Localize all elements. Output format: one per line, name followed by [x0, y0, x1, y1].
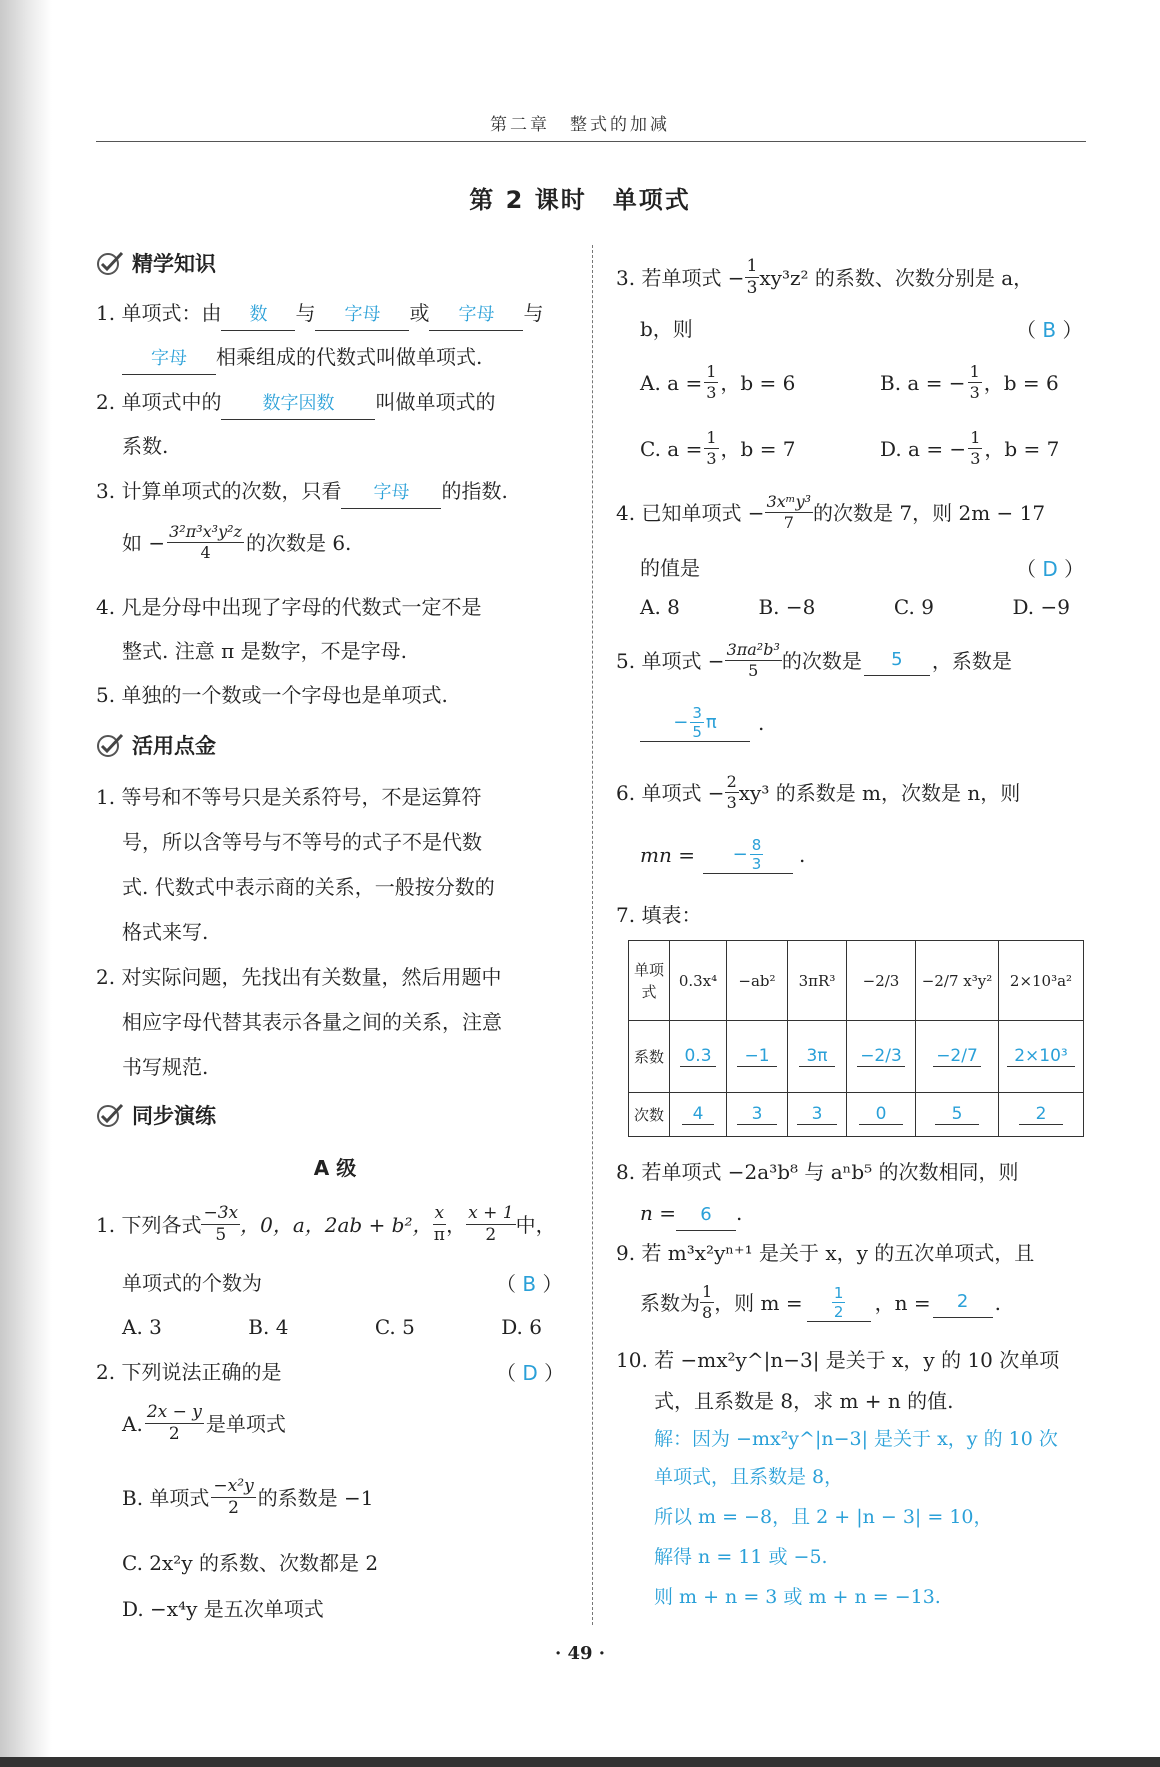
question-3-answer: （ B ） — [1016, 318, 1083, 342]
knowledge-item-2: 2. 单项式中的 数字因数 叫做单项式的 — [96, 387, 495, 420]
table-cell: 0.3 — [670, 1021, 727, 1093]
section-knowledge — [96, 248, 216, 278]
question-6-line-2: mn = − $\frac{8}{3}$ . — [640, 836, 806, 873]
question-2-option-c: C. 2x²y 的系数、次数都是 2 — [122, 1551, 379, 1575]
grade-label: A 级 — [313, 1156, 357, 1180]
knowledge-item-4: 4. 凡是分母中出现了字母的代数式一定不是 — [96, 595, 482, 619]
solution-line: 单项式，且系数是 8， — [654, 1466, 844, 1488]
table-cell: 3πR³ — [788, 941, 847, 1021]
question-5-line-2: − $\frac{3}{5}$ π . — [640, 704, 764, 742]
row-label: 单项 式 — [629, 941, 670, 1021]
knowledge-item-3: 3. 计算单项式的次数，只看 字母 的指数. — [96, 476, 508, 509]
knowledge-item-5: 5. 单独的一个数或一个字母也是单项式. — [96, 683, 448, 707]
question-1-line-2: 单项式的个数为 — [122, 1271, 262, 1295]
answer-blank: 6 — [676, 1200, 736, 1231]
solution-line: 则 m + n = 3 或 m + n = −13. — [654, 1586, 941, 1608]
table-cell: 5 — [916, 1093, 999, 1137]
answer-blank: − $\frac{3}{5}$ π — [640, 704, 750, 742]
question-6: 6. 单项式 − $\frac{2}{3}$ xy³ 的系数是 m，次数是 n，则 — [616, 772, 1021, 812]
table-cell: −ab² — [727, 941, 788, 1021]
section-practice-label: 同步演练 — [132, 1104, 216, 1128]
question-7: 7. 填表： — [616, 903, 702, 927]
row-label: 次数 — [629, 1093, 670, 1137]
question-3: 3. 若单项式 − $\frac{1}{3}$ xy³z² 的系数、次数分别是 a， — [616, 256, 1034, 298]
table-row-coefficient — [629, 1021, 1084, 1093]
solution-line: 解：因为 −mx²y^|n−3| 是关于 x，y 的 10 次 — [654, 1428, 1058, 1450]
section-practice — [96, 1100, 216, 1130]
answer-blank: 字母 — [315, 300, 409, 331]
question-3-option-d: D. a = − $\frac{1}{3}$ ，b = 7 — [880, 428, 1060, 468]
question-8: 8. 若单项式 −2a³b⁸ 与 aⁿb⁵ 的次数相同，则 — [616, 1160, 1019, 1184]
tip-1-line-4: 格式来写. — [122, 920, 209, 944]
table-cell: 3π — [788, 1021, 847, 1093]
question-2-option-a: A. 2x − y 2 是单项式 — [122, 1402, 286, 1444]
table-cell: 2 — [999, 1093, 1084, 1137]
tip-1-line-3: 式. 代数式中表示商的关系，一般按分数的 — [122, 875, 495, 899]
question-10: 10. 若 −mx²y^|n−3| 是关于 x，y 的 10 次单项 — [616, 1348, 1060, 1372]
question-4-line-2: 的值是 — [640, 556, 700, 580]
fill-in-table — [628, 940, 1084, 1137]
knowledge-item-3-example: 如 − $\frac{\text{3²π³x³y²z}}{4}$ 的次数是 6. — [122, 522, 352, 562]
question-3-line-2: b，则 — [640, 317, 693, 341]
table-cell: 0 — [847, 1093, 916, 1137]
section-knowledge-label: 精学知识 — [132, 252, 216, 276]
column-divider — [592, 245, 593, 1625]
tip-2-line-2: 相应字母代替其表示各量之间的关系，注意 — [122, 1010, 502, 1034]
check-badge-icon — [96, 1102, 124, 1128]
answer-blank: 5 — [864, 645, 930, 676]
table-cell: −2/7 — [916, 1021, 999, 1093]
answer-blank: 字母 — [122, 344, 216, 375]
question-2-option-d: D. −x⁴y 是五次单项式 — [122, 1597, 324, 1621]
table-cell: 0.3x⁴ — [670, 941, 727, 1021]
page-number: · 49 · — [554, 1643, 606, 1664]
chapter-header: 第二章 整式的加减 — [490, 115, 670, 135]
table-cell: 2×10³ — [999, 1021, 1084, 1093]
question-5: 5. 单项式 − $\frac{\text{3πa²b³}}{5}$ 的次数是 5 ，系数是 — [616, 640, 1012, 680]
question-10-line-2: 式，且系数是 8，求 m + n 的值. — [654, 1389, 954, 1413]
question-3-option-a: A. a = $\frac{1}{3}$ ，b = 6 — [640, 362, 796, 402]
question-8-line-2: n = 6 . — [640, 1198, 742, 1231]
question-3-option-b: B. a = − $\frac{1}{3}$ ，b = 6 — [880, 362, 1059, 402]
tip-2-line-1: 2. 对实际问题，先找出有关数量，然后用题中 — [96, 965, 502, 989]
check-badge-icon — [96, 250, 124, 276]
question-1-answer: （ B ） — [496, 1272, 563, 1296]
table-cell: −2/3 — [847, 1021, 916, 1093]
header-rule — [96, 141, 1086, 142]
table-row-monomial — [629, 941, 1084, 1021]
table-cell: 4 — [670, 1093, 727, 1137]
question-1: 1. 下列各式 −3x 5 ，0，a，2ab + b²， x π ， x + 1 2 中， — [96, 1203, 556, 1245]
answer-blank: $\frac{1}{2}$ — [807, 1284, 871, 1322]
question-2-option-b: B. 单项式 −x²y 2 的系数是 −1 — [122, 1476, 374, 1518]
question-4: 4. 已知单项式 − 3xᵐy³ 7 的次数是 7，则 2m − 17 — [616, 492, 1046, 532]
answer-blank: 字母 — [341, 478, 441, 509]
table-cell: 3 — [788, 1093, 847, 1137]
tip-2-line-3: 书写规范. — [122, 1055, 209, 1079]
answer-blank: 数字因数 — [221, 389, 375, 420]
check-badge-icon — [96, 732, 124, 758]
tip-1-line-1: 1. 等号和不等号只是关系符号，不是运算符 — [96, 785, 482, 809]
question-4-answer: （ D ） — [1016, 557, 1085, 581]
answer-blank: − $\frac{8}{3}$ — [703, 836, 793, 874]
answer-blank: 字母 — [429, 300, 523, 331]
section-tips — [96, 730, 216, 760]
knowledge-item-1: 1. 单项式：由 数 与 字母 或 字母 与 — [96, 298, 543, 331]
question-1-options: A. 3 B. 4 C. 5 D. 6 — [122, 1315, 542, 1339]
question-3-option-c: C. a = $\frac{1}{3}$ ，b = 7 — [640, 428, 796, 468]
question-2-answer: （ D ） — [496, 1361, 565, 1385]
question-9-line-2: 系数为 1 8 ，则 m = $\frac{1}{2}$ ，n = 2 . — [640, 1282, 1001, 1322]
table-cell: −2/7 x³y² — [916, 941, 999, 1021]
table-row-degree — [629, 1093, 1084, 1137]
book-spine-shadow — [0, 0, 52, 1767]
table-cell: −1 — [727, 1021, 788, 1093]
knowledge-item-4-cont: 整式. 注意 π 是数字，不是字母. — [122, 639, 407, 663]
table-cell: 2×10³a² — [999, 941, 1084, 1021]
section-tips-label: 活用点金 — [132, 734, 216, 758]
answer-blank: 2 — [933, 1287, 993, 1318]
tip-1-line-2: 号，所以含等号与不等号的式子不是代数 — [122, 830, 482, 854]
solution-line: 所以 m = −8，且 2 + |n − 3| = 10， — [654, 1506, 993, 1528]
table-cell: −2/3 — [847, 941, 916, 1021]
row-label: 系数 — [629, 1021, 670, 1093]
solution-line: 解得 n = 11 或 −5. — [654, 1546, 828, 1568]
question-9: 9. 若 m³x²yⁿ⁺¹ 是关于 x，y 的五次单项式，且 — [616, 1241, 1035, 1265]
knowledge-item-2-cont: 系数. — [122, 434, 169, 458]
bottom-edge — [0, 1757, 1160, 1767]
question-2: 2. 下列说法正确的是 — [96, 1360, 282, 1384]
question-4-options: A. 8 B. −8 C. 9 D. −9 — [640, 595, 1070, 619]
lesson-title: 第 2 课时 单项式 — [469, 186, 691, 214]
knowledge-item-1-cont: 字母 相乘组成的代数式叫做单项式. — [122, 342, 482, 375]
answer-blank: 数 — [221, 300, 295, 331]
table-cell: 3 — [727, 1093, 788, 1137]
